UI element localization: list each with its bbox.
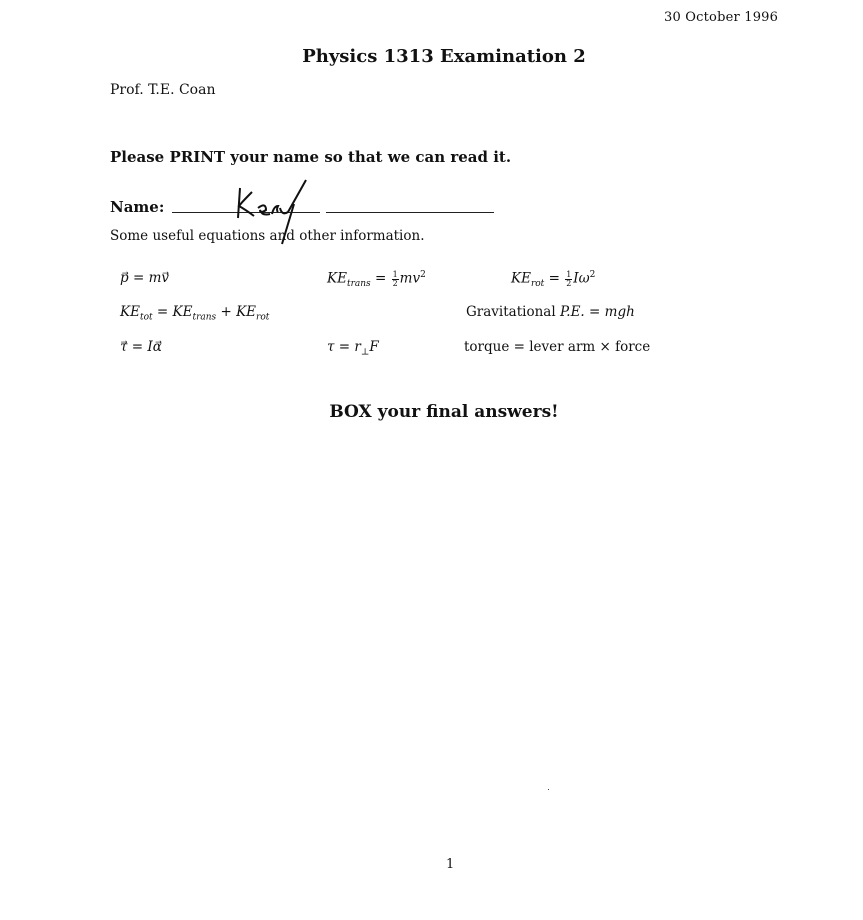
print-name-instruction: Please PRINT your name so that we can read it. <box>110 148 512 166</box>
scan-speck <box>548 789 549 790</box>
torque-angular-equation: τ = Iα <box>120 339 162 355</box>
ke-rotational-equation: $KE_{rot}$ = $\frac{1}{2}$ $I\omega^2$ <box>511 269 596 290</box>
ke-total-equation: $KE_{tot} = KE_{trans} + KE_{rot}$ <box>120 304 270 323</box>
exam-title: Physics 1313 Examination 2 <box>302 46 586 67</box>
name-label: Name: <box>110 198 165 216</box>
page-number: 1 <box>446 857 455 872</box>
gravitational-pe-equation: Gravitational P.E. = mgh <box>466 304 635 320</box>
exam-date: 30 October 1996 <box>664 10 779 25</box>
box-answers-reminder: BOX your final answers! <box>329 402 559 422</box>
useful-info-heading: Some useful equations and other information. <box>110 228 425 244</box>
torque-perpendicular-equation: $\tau = r_\perp F$ <box>327 339 379 358</box>
name-underline-right <box>326 212 494 213</box>
momentum-equation: p = mv <box>120 270 170 286</box>
torque-lever-arm-equation: torque = lever arm × force <box>464 339 651 355</box>
professor-name: Prof. T.E. Coan <box>110 82 216 98</box>
ke-translational-equation: $KE_{trans}$ = $\frac{1}{2}$ $mv^2$ <box>327 269 426 290</box>
